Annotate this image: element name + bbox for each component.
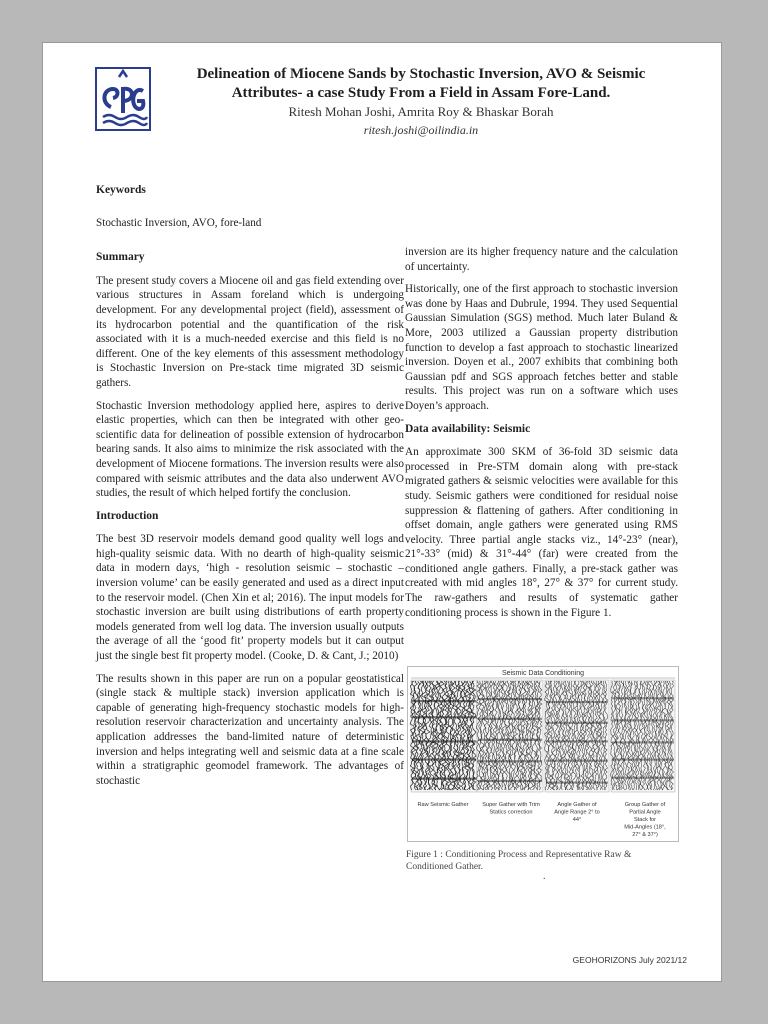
- data-availability-paragraph: An approximate 300 SKM of 36-fold 3D seismic data processed in Pre-STM domain along with pre-stack migrated gathers & seismic velocities were available for this study. Seismic gathers were conditioned for residual noise suppression & flattening of gathers. After conditioning in offset domain, angle gathers were generated using RMS velocity. Three partial angle stacks viz., 14°-23° (near), 21°-33° (mid) & 31°-44° (far) were created from the conditioned angle gathers. Finally, a pre-stack gather was created with mid angles 18°, 27° & 37° for current study. The raw-gathers and results of systematic gather conditioning process is shown in the Figure 1.: [405, 446, 678, 619]
- figure-1: [407, 666, 679, 842]
- label-super-gather: Super Gather with Trim Statics correction: [482, 802, 540, 816]
- label-group-gather: Group Gather of Partial Angle Stack for Mid-Angles (18°, 27° & 37°): [624, 802, 666, 838]
- seismic-reflector: [478, 739, 542, 741]
- seismic-reflector: [478, 780, 542, 782]
- seismic-reflector: [546, 701, 608, 703]
- seismic-reflector: [546, 782, 608, 784]
- seismic-reflector: [546, 740, 608, 742]
- seismic-reflector: [478, 698, 542, 700]
- seismic-reflector: [412, 716, 476, 718]
- figure-title: Seismic Data Conditioning: [501, 670, 585, 677]
- summary-paragraph-2: Stochastic Inversion methodology applied here, aspires to derive elastic properties, which can then be integrated with other geo-scientific data for delineation of possible extension of hydrocarbon bearing sands. It also aims to minimize the risk associated with the development of Miocene formations. The inversion results were also compared with seismic attributes and the data also underwent AVO studies, the result of which helped fortify the conclusion.: [96, 399, 404, 500]
- summary-heading: Summary: [96, 251, 145, 264]
- seismic-reflector: [612, 697, 674, 699]
- spg-logo-icon: [95, 67, 151, 131]
- right-column: [405, 245, 678, 628]
- seismic-reflector: [478, 718, 542, 720]
- introduction-paragraph-2: The results shown in this paper are run on a popular geostatistical (single stack & multiple stack) inversion application which is capable of generating high-frequency stochastic models for high-resolution reservoir characterization and uncertainty analysis. The application addresses the band-limited nature of deterministic inversion and helps integrating well and seismic data at a fine scale within a stratigraphic geomodel framework. The advantages of stochastic: [96, 672, 404, 787]
- seismic-reflector: [612, 719, 674, 721]
- introduction-heading: Introduction: [96, 509, 159, 522]
- seismic-reflector: [412, 740, 476, 742]
- figure-caption: Figure 1 : Conditioning Process and Representative Raw & Conditioned Gather.: [406, 850, 632, 872]
- authors: Ritesh Mohan Joshi, Amrita Roy & Bhaskar Borah: [288, 104, 554, 119]
- label-raw-gather: Raw Seismic Gather: [417, 802, 469, 808]
- title-line-2: Attributes- a case Study From a Field in Assam Fore-Land.: [231, 85, 611, 101]
- keywords-heading: Keywords: [96, 184, 146, 196]
- author-email[interactable]: ritesh.joshi@oilindia.in: [363, 123, 479, 137]
- seismic-reflector: [612, 777, 674, 779]
- seismic-reflector: [412, 758, 476, 760]
- paper-title: [161, 65, 681, 103]
- paper-page: [42, 42, 722, 982]
- introduction-paragraph-3: inversion are its higher frequency nature and the calculation of uncertainty.: [405, 246, 678, 273]
- data-availability-heading: Data availability: Seismic: [405, 422, 531, 435]
- seismic-reflector: [412, 700, 476, 702]
- title-line-1: Delineation of Miocene Sands by Stochastic Inversion, AVO & Seismic: [196, 66, 646, 82]
- summary-paragraph-1: The present study covers a Miocene oil and gas field extending over various structures in Assam foreland which is undergoing development. For any developmental project (field), assessment of its hydrocarbon potential and the quantification of the risk associated with it is a much-needed exercise and this field is no different. One of the key elements of this assessment methodology is Stochastic Inversion on Pre-stack time migrated 3D seismic gathers.: [96, 274, 404, 389]
- seismic-reflector: [546, 760, 608, 762]
- left-column: [96, 183, 404, 796]
- label-angle-gather: Angle Gather of Angle Range 2° to 44°: [554, 802, 600, 823]
- page-footer: GEOHORIZONS July 2021/12: [572, 955, 687, 965]
- seismic-panels: [410, 680, 675, 792]
- seismic-reflector: [478, 760, 542, 762]
- seismic-reflector: [412, 778, 476, 780]
- seismic-reflector: [546, 722, 608, 724]
- seismic-reflector: [612, 759, 674, 761]
- stray-mark: .: [543, 871, 546, 882]
- introduction-paragraph-4: Historically, one of the first approach to stochastic inversion was done by Haas and Dubrule, 1994. They used Sequential Gaussian Simulation (SGS) method. Much later Buland & More, 2003 utilized a Gaussian property distribution function to develop a fast approach to stochastic linearized inversion. Doyen et al., 2007 exhibits that combining both Gaussian pdf and SGS approach fetches better and stable results. This project was run on a software which uses Doyen’s approach.: [405, 283, 678, 412]
- introduction-paragraph-1: The best 3D reservoir models demand good quality well logs and high-quality seismic data. With no dearth of high-quality seismic data in modern days, ‘high - resolution seismic – stochastic – inversion volume’ can be easily generated and used as a direct input to the reservoir model. (Chen Xin et al; 2016). The input models for stochastic inversion are built using distributions of earth property models generated from well log data. The inversion usually outputs the average of all the ‘good fit’ property models but it can output just the single best fit property model. (Cooke, D. & Cant, J.; 2010): [96, 533, 404, 663]
- seismic-reflector: [612, 741, 674, 743]
- keywords-text: Stochastic Inversion, AVO, fore-land: [96, 216, 262, 229]
